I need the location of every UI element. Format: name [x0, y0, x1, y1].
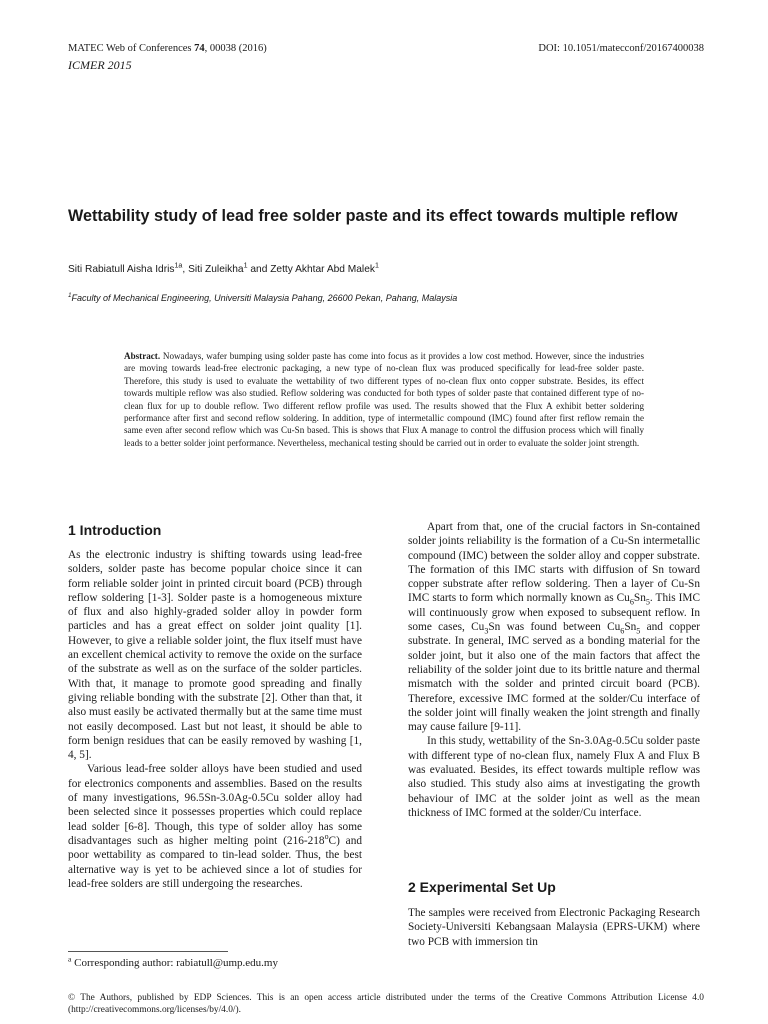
left-column [68, 548, 362, 891]
right-column [408, 520, 700, 820]
degree-symbol: o [324, 832, 329, 842]
paragraph: Apart from that, one of the crucial factors in Sn-contained solder joints reliability is the formation of a Cu-Sn intermetallic compound (IMC) between the solder alloy and copper substrate. The formation of this IMC starts with diffusion of Sn toward copper substrate after reflow soldering. Then a layer of Cu-Sn IMC starts to form which normally known as $Cu_6Sn_5$. This IMC will continuously grow when exposed to subsequent reflow. In some cases, $Cu_3Sn$ was found between $Cu_6Sn_5$ and copper substrate. In general, IMC served as a bonding material for the solder joint, but it also one of the main factors that affect the reliability of the solder joint due to its brittle nature and thermal mismatch with the solder and printed circuit board (PCB). Therefore, excessive IMC formed at the solder/Cu interface of the solder joint will finally weaken the joint strength and finally may cause failure [9-11]. [408, 521, 700, 734]
section-heading-experimental: 2 Experimental Set Up [408, 879, 556, 895]
author-separator: , [182, 264, 189, 275]
article-number: , 00038 (2016) [204, 43, 267, 54]
author-list [68, 261, 708, 275]
paper-title: Wettability study of lead free solder paste and its effect towards multiple reflow [68, 207, 678, 225]
doi: DOI: 10.1051/matecconf/20167400038 [538, 43, 704, 54]
journal-volume: 74 [194, 43, 205, 54]
author-2-affiliation: 1 [243, 261, 248, 270]
right-column-continued [408, 906, 700, 949]
author-1-affiliation: 1a [174, 261, 183, 270]
author-separator: and [247, 264, 271, 275]
paragraph: Various lead-free solder alloys have been studied and used for electronics components and assemblies. Based on the results of many investigations, 96.5Sn-3.0Ag-0.5Cu solder alloy had been selected since it possesses properties which could replace lead solder [6-8]. Though, this type of solder alloy has some disadvantages such as higher melting point (216-218$^o$C) and poor wettability as compared to tin-lead solder. Thus, the best alternative way is yet to be achieved since a lot of studies for lead-free solders are still undergoing the researches. [68, 763, 362, 890]
license-notice: © The Authors, published by EDP Sciences. This is an open access article distributed under the terms of the Creative Commons Attribution License 4.0 (http://creativecommons.org/licenses/by/4.0/). [68, 993, 704, 1015]
conference-name: ICMER 2015 [68, 58, 132, 72]
author-3-affiliation: 1 [374, 261, 379, 270]
author-1: Siti Rabiatull Aisha Idris [68, 264, 175, 275]
paragraph: In this study, wettability of the Sn-3.0Ag-0.5Cu solder paste with different type of no-clean flux, namely Flux A and Flux B was evaluated. Besides, its effect towards multiple reflow was also studied. This study also aims at investigating the growth behaviour of IMC at the solder joint as well as the mean thickness of IMC formed at the solder/Cu interface. [408, 735, 700, 819]
abstract-text: Nowadays, wafer bumping using solder paste has come into focus as it provides a low cost method. However, since the industries are moving towards lead-free electronic packaging, a new type of no-clean flux was produced specifically for lead-free solder paste. Therefore, this study is used to evaluate the wettability of two different types of no-clean flux onto copper substrate. Besides, its effect towards multiple reflow was also studied. Reflow soldering was conducted for both types of solder paste that contained different type of no-clean flux for up to double reflow. Two different reflow profile was used. The results showed that the Flux A exhibit better soldering performance after first and second reflow soldering. In addition, type of intermetallic compound (IMC) found after first reflow remain the same even after second reflow which was Cu-Sn based. This is shows that Flux A manage to control the diffusion process which will finally leads to a better solder joint performance. Nevertheless, mechanical testing should be carried out in order to evaluate the solder joint strength. [124, 351, 644, 448]
footnote [68, 954, 278, 969]
footnote-divider [68, 951, 228, 952]
corresponding-author: Corresponding author: rabiatull@ump.edu.my [71, 957, 278, 969]
paragraph: The samples were received from Electronic Packaging Research Society-Universiti Kebangsaan Malaysia (EPRS-UKM) where two PCB with immersion tin [408, 907, 700, 948]
abstract-label: Abstract. [124, 351, 161, 361]
affiliation [68, 293, 708, 303]
author-2: Siti Zuleikha [188, 264, 244, 275]
footnote-marker: a [68, 954, 72, 964]
abstract [124, 350, 644, 449]
paragraph: As the electronic industry is shifting towards using lead-free solders, solder paste has become popular choice since it can form reliable solder joint in printed circuit board (PCB) through reflow soldering [1-3]. Solder paste is a homogeneous mixture of flux and also highly-graded solder alloy in powder form particles and has a great effect on solder joint quality [1]. However, to give a reliable solder joint, the flux itself must have an excellent chemical activity to remove the oxide on the surface of the substrate as well as on the surface of the solder particles. With that, it manage to promote good spreading and finally giving reliable bonding with the substrate [2]. Other than that, it also must easily be activated thermally but at the same time must not easily decomposed. Last but not least, it should be able to form benign residues that can be easily removed by washing [1, 4, 5]. [68, 549, 362, 762]
affiliation-marker: 1 [68, 292, 72, 299]
affiliation-text: Faculty of Mechanical Engineering, Universiti Malaysia Pahang, 26600 Pekan, Pahang, Malaysia [71, 293, 458, 303]
section-heading-introduction: 1 Introduction [68, 522, 162, 538]
journal-name: MATEC Web of Conferences [68, 43, 195, 54]
journal-citation [68, 43, 267, 54]
author-3: Zetty Akhtar Abd Malek [270, 264, 375, 275]
